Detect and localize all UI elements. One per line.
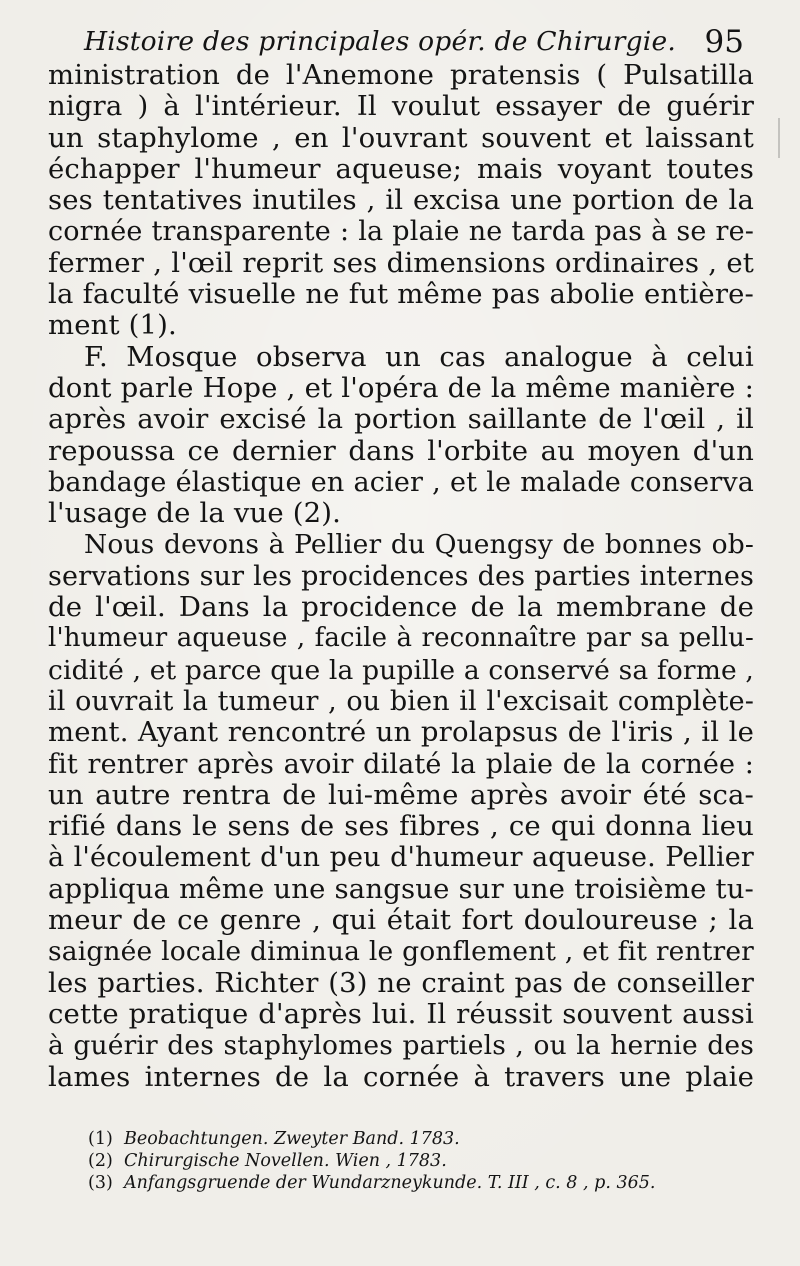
text-line: dont parle Hope , et l'opéra de la même manière : — [48, 371, 754, 404]
page-number: 95 — [704, 24, 744, 60]
text-line: un autre rentra de lui-même après avoir été sca- — [48, 778, 754, 811]
text-line: l'usage de la vue (2). — [48, 497, 342, 530]
text-line: ment (1). — [48, 309, 177, 342]
text-line: Nous devons à Pellier du Quengsy de bonnes ob- — [84, 529, 754, 561]
footnote — [88, 1172, 748, 1194]
text-line: nigra ) à l'intérieur. Il voulut essayer de guérir — [48, 90, 754, 123]
text-line: ment. Ayant rencontré un prolapsus de l'iris , il le — [48, 716, 754, 749]
text-line: servations sur les procidences des parties internes — [48, 560, 754, 592]
text-line: de l'œil. Dans la procidence de la membrane de — [48, 591, 754, 624]
text-line: rifié dans le sens de ses fibres , ce qui donna lieu — [48, 810, 754, 843]
footnote — [88, 1128, 748, 1150]
text-line: les parties. Richter (3) ne craint pas de conseiller — [48, 966, 754, 999]
text-line: échapper l'humeur aqueuse; mais voyant toutes — [48, 152, 754, 185]
footnote-text: Anfangsgruende der Wundarzneykunde. T. III , c. 8 , p. 365. — [124, 1173, 656, 1193]
running-head — [84, 22, 744, 62]
footnote-mark: (3) — [88, 1173, 113, 1193]
text-line: F. Mosque observa un cas analogue à celui — [84, 340, 754, 373]
footnote-mark: (2) — [88, 1151, 113, 1171]
text-line: bandage élastique en acier , et le malade conserva — [48, 466, 754, 498]
text-line: ministration de l'Anemone pratensis ( Pulsatilla — [48, 59, 754, 91]
text-line: repoussa ce dernier dans l'orbite au moyen d'un — [48, 434, 754, 467]
text-line: l'humeur aqueuse , facile à reconnaître par sa pellu- — [48, 623, 754, 654]
footnote-mark: (1) — [88, 1129, 113, 1149]
text-line: ses tentatives inutiles , il excisa une portion de la — [48, 184, 754, 217]
running-head-title: Histoire des principales opér. de Chirurgie. — [84, 26, 676, 57]
body-text — [48, 60, 754, 1093]
text-line: un staphylome , en l'ouvrant souvent et laissant — [48, 121, 754, 154]
footnote — [88, 1150, 748, 1172]
text-line: à l'écoulement d'un peu d'humeur aqueuse. Pellier — [48, 842, 754, 874]
text-line: fermer , l'œil reprit ses dimensions ordinaires , et — [48, 246, 754, 279]
text-line: lames internes de la cornée à travers une plaie — [48, 1060, 754, 1093]
text-line: après avoir excisé la portion saillante de l'œil , il — [48, 403, 754, 436]
text-line: à guérir des staphylomes partiels , ou la hernie des — [48, 1030, 754, 1062]
text-line: cidité , et parce que la pupille a conservé sa forme , — [48, 654, 754, 686]
footnotes — [88, 1128, 748, 1194]
text-line: fit rentrer après avoir dilaté la plaie de la cornée : — [48, 748, 754, 780]
text-line: appliqua même une sangsue sur une troisième tu- — [48, 872, 754, 905]
text-line: la faculté visuelle ne fut même pas abolie entière- — [48, 278, 754, 311]
text-line: saignée locale diminua le gonflement , et fit rentrer — [48, 936, 754, 968]
text-line: cornée transparente : la plaie ne tarda pas à se re- — [48, 216, 754, 248]
text-line: il ouvrait la tumeur , ou bien il l'excisait complète- — [48, 685, 754, 717]
footnote-text: Chirurgische Novellen. Wien , 1783. — [124, 1151, 447, 1171]
text-line: meur de ce genre , qui était fort douloureuse ; la — [48, 904, 754, 937]
page-edge-shadow — [778, 118, 780, 158]
text-line: cette pratique d'après lui. Il réussit souvent aussi — [48, 997, 754, 1030]
footnote-text: Beobachtungen. Zweyter Band. 1783. — [124, 1129, 460, 1149]
